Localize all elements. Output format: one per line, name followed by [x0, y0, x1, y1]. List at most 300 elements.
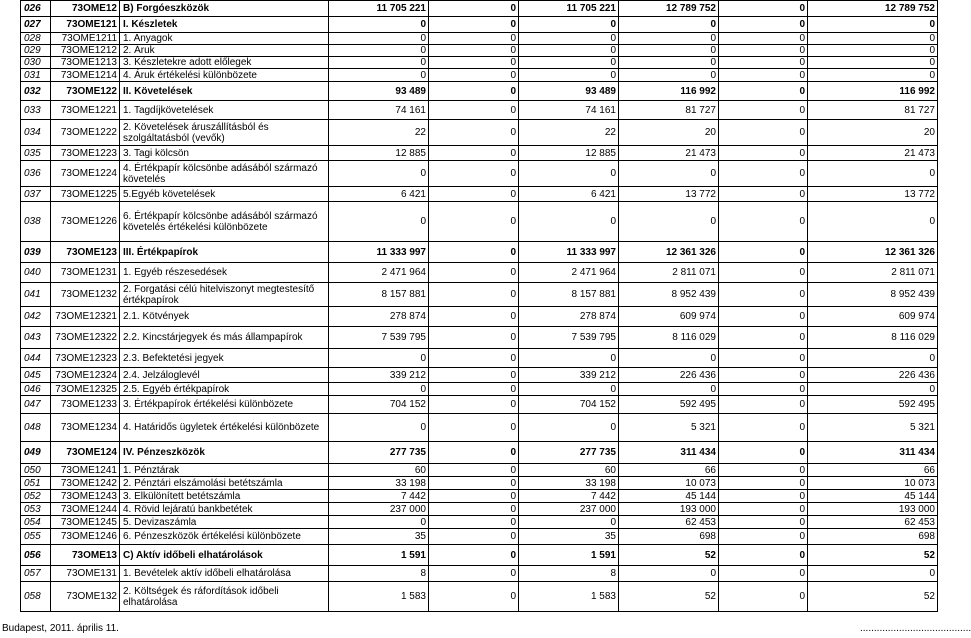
row-code: 73OME1212	[51, 45, 120, 57]
value-col-5: 0	[719, 69, 808, 82]
value-col-1: 0	[329, 383, 429, 396]
row-description: 2.3. Befektetési jegyek	[120, 349, 329, 368]
value-col-2: 0	[429, 82, 519, 101]
row-description: 3. Elkülönített betétszámla	[120, 490, 329, 503]
value-col-3: 0	[519, 57, 619, 69]
value-col-2: 0	[429, 516, 519, 529]
value-col-5: 0	[719, 57, 808, 69]
row-description: 1. Tagdíjkövetelések	[120, 101, 329, 120]
table-row	[21, 202, 938, 242]
row-description: 3. Készletekre adott előlegek	[120, 57, 329, 69]
value-col-1: 0	[329, 414, 429, 442]
row-index: 053	[21, 503, 51, 516]
row-description: 6. Értékpapír kölcsönbe adásából származó követelés értékelési különbözete	[120, 202, 329, 242]
row-code: 73OME12322	[51, 327, 120, 349]
row-description: 6. Pénzeszközök értékelési különbözete	[120, 529, 329, 545]
row-index: 027	[21, 17, 51, 33]
row-code: 73OME1221	[51, 101, 120, 120]
row-code: 73OME13	[51, 545, 120, 566]
value-col-6: 311 434	[808, 442, 938, 464]
value-col-6: 0	[808, 17, 938, 33]
row-description: IV. Pénzeszközök	[120, 442, 329, 464]
row-description: 2. Költségek és ráfordítások időbeli elhatárolása	[120, 582, 329, 612]
value-col-1: 0	[329, 69, 429, 82]
row-index: 058	[21, 582, 51, 612]
row-index: 038	[21, 202, 51, 242]
value-col-1: 0	[329, 349, 429, 368]
value-col-5: 0	[719, 566, 808, 582]
row-index: 055	[21, 529, 51, 545]
value-col-1: 6 421	[329, 187, 429, 202]
table-row	[21, 566, 938, 582]
row-code: 73OME131	[51, 566, 120, 582]
table-row	[21, 383, 938, 396]
value-col-1: 93 489	[329, 82, 429, 101]
value-col-5: 0	[719, 442, 808, 464]
value-col-4: 0	[619, 161, 719, 187]
footer-date: Budapest, 2011. április 11.	[2, 623, 119, 634]
row-index: 047	[21, 396, 51, 414]
row-index: 037	[21, 187, 51, 202]
value-col-2: 0	[429, 490, 519, 503]
value-col-5: 0	[719, 368, 808, 383]
value-col-2: 0	[429, 187, 519, 202]
value-col-3: 0	[519, 45, 619, 57]
value-col-4: 0	[619, 566, 719, 582]
value-col-5: 0	[719, 45, 808, 57]
value-col-6: 21 473	[808, 146, 938, 161]
value-col-4: 52	[619, 582, 719, 612]
value-col-6: 52	[808, 582, 938, 612]
row-description: 2. Pénztári elszámolási betétszámla	[120, 477, 329, 490]
value-col-2: 0	[429, 146, 519, 161]
value-col-1: 8	[329, 566, 429, 582]
row-index: 041	[21, 283, 51, 307]
row-description: II. Követelések	[120, 82, 329, 101]
value-col-6: 193 000	[808, 503, 938, 516]
value-col-3: 7 442	[519, 490, 619, 503]
value-col-6: 45 144	[808, 490, 938, 503]
row-index: 029	[21, 45, 51, 57]
value-col-4: 13 772	[619, 187, 719, 202]
row-code: 73OME12323	[51, 349, 120, 368]
value-col-1: 8 157 881	[329, 283, 429, 307]
value-col-2: 0	[429, 101, 519, 120]
row-code: 73OME1244	[51, 503, 120, 516]
table-row	[21, 396, 938, 414]
row-description: 1. Anyagok	[120, 33, 329, 45]
value-col-4: 45 144	[619, 490, 719, 503]
value-col-1: 1 583	[329, 582, 429, 612]
row-index: 048	[21, 414, 51, 442]
row-code: 73OME1242	[51, 477, 120, 490]
row-code: 73OME1222	[51, 120, 120, 146]
value-col-1: 278 874	[329, 307, 429, 327]
table-row	[21, 57, 938, 69]
row-code: 73OME1226	[51, 202, 120, 242]
value-col-6: 0	[808, 566, 938, 582]
row-index: 030	[21, 57, 51, 69]
row-description: 4. Határidős ügyletek értékelési különbözete	[120, 414, 329, 442]
value-col-5: 0	[719, 503, 808, 516]
value-col-5: 0	[719, 101, 808, 120]
value-col-2: 0	[429, 57, 519, 69]
row-description: 2.5. Egyéb értékpapírok	[120, 383, 329, 396]
value-col-6: 13 772	[808, 187, 938, 202]
table-row	[21, 17, 938, 33]
value-col-3: 0	[519, 202, 619, 242]
value-col-2: 0	[429, 33, 519, 45]
value-col-6: 592 495	[808, 396, 938, 414]
value-col-6: 0	[808, 57, 938, 69]
row-index: 039	[21, 242, 51, 263]
table-row	[21, 33, 938, 45]
value-col-4: 0	[619, 57, 719, 69]
value-col-1: 12 885	[329, 146, 429, 161]
row-code: 73OME123	[51, 242, 120, 263]
table-row	[21, 187, 938, 202]
value-col-3: 6 421	[519, 187, 619, 202]
value-col-4: 698	[619, 529, 719, 545]
value-col-3: 33 198	[519, 477, 619, 490]
value-col-2: 0	[429, 582, 519, 612]
value-col-6: 12 789 752	[808, 1, 938, 17]
value-col-3: 277 735	[519, 442, 619, 464]
value-col-5: 0	[719, 1, 808, 17]
table-row	[21, 242, 938, 263]
row-description: 2.1. Kötvények	[120, 307, 329, 327]
row-code: 73OME12	[51, 1, 120, 17]
value-col-6: 5 321	[808, 414, 938, 442]
value-col-3: 12 885	[519, 146, 619, 161]
value-col-2: 0	[429, 545, 519, 566]
row-index: 051	[21, 477, 51, 490]
row-index: 040	[21, 263, 51, 283]
value-col-5: 0	[719, 33, 808, 45]
value-col-6: 116 992	[808, 82, 938, 101]
row-description: 4. Értékpapír kölcsönbe adásából származó követelés	[120, 161, 329, 187]
value-col-1: 0	[329, 516, 429, 529]
value-col-3: 1 583	[519, 582, 619, 612]
value-col-2: 0	[429, 45, 519, 57]
value-col-5: 0	[719, 464, 808, 477]
value-col-6: 0	[808, 69, 938, 82]
value-col-4: 0	[619, 202, 719, 242]
value-col-1: 11 333 997	[329, 242, 429, 263]
value-col-2: 0	[429, 414, 519, 442]
value-col-2: 0	[429, 161, 519, 187]
row-index: 026	[21, 1, 51, 17]
value-col-3: 0	[519, 69, 619, 82]
value-col-6: 2 811 071	[808, 263, 938, 283]
row-description: B) Forgóeszközök	[120, 1, 329, 17]
value-col-2: 0	[429, 120, 519, 146]
table-row	[21, 263, 938, 283]
value-col-2: 0	[429, 396, 519, 414]
value-col-1: 277 735	[329, 442, 429, 464]
value-col-5: 0	[719, 202, 808, 242]
balance-sheet-table	[20, 0, 938, 612]
row-code: 73OME124	[51, 442, 120, 464]
row-description: 3. Tagi kölcsön	[120, 146, 329, 161]
row-code: 73OME1223	[51, 146, 120, 161]
value-col-4: 116 992	[619, 82, 719, 101]
table-row	[21, 327, 938, 349]
table-row	[21, 516, 938, 529]
value-col-3: 704 152	[519, 396, 619, 414]
value-col-1: 0	[329, 17, 429, 33]
table-row	[21, 529, 938, 545]
value-col-5: 0	[719, 582, 808, 612]
value-col-3: 8	[519, 566, 619, 582]
row-description: I. Készletek	[120, 17, 329, 33]
value-col-1: 60	[329, 464, 429, 477]
row-index: 043	[21, 327, 51, 349]
row-code: 73OME1233	[51, 396, 120, 414]
row-index: 054	[21, 516, 51, 529]
value-col-5: 0	[719, 396, 808, 414]
row-code: 73OME1241	[51, 464, 120, 477]
row-description: 4. Rövid lejáratú bankbetétek	[120, 503, 329, 516]
value-col-4: 0	[619, 349, 719, 368]
value-col-4: 21 473	[619, 146, 719, 161]
value-col-4: 81 727	[619, 101, 719, 120]
value-col-3: 237 000	[519, 503, 619, 516]
row-code: 73OME1246	[51, 529, 120, 545]
value-col-5: 0	[719, 490, 808, 503]
value-col-5: 0	[719, 242, 808, 263]
table-row	[21, 307, 938, 327]
value-col-4: 8 116 029	[619, 327, 719, 349]
value-col-3: 11 705 221	[519, 1, 619, 17]
value-col-6: 0	[808, 45, 938, 57]
value-col-1: 0	[329, 45, 429, 57]
footer-signature-line: ........................................	[860, 623, 971, 634]
row-description: 4. Áruk értékelési különbözete	[120, 69, 329, 82]
value-col-2: 0	[429, 349, 519, 368]
value-col-6: 66	[808, 464, 938, 477]
value-col-3: 0	[519, 414, 619, 442]
value-col-2: 0	[429, 566, 519, 582]
value-col-6: 0	[808, 33, 938, 45]
table-row	[21, 490, 938, 503]
value-col-5: 0	[719, 307, 808, 327]
row-index: 035	[21, 146, 51, 161]
value-col-3: 8 157 881	[519, 283, 619, 307]
value-col-2: 0	[429, 17, 519, 33]
value-col-3: 339 212	[519, 368, 619, 383]
row-index: 031	[21, 69, 51, 82]
value-col-1: 237 000	[329, 503, 429, 516]
value-col-5: 0	[719, 516, 808, 529]
value-col-6: 62 453	[808, 516, 938, 529]
value-col-3: 278 874	[519, 307, 619, 327]
value-col-3: 35	[519, 529, 619, 545]
row-description: 2. Forgatási célú hitelviszonyt megtestesítő értékpapírok	[120, 283, 329, 307]
value-col-4: 0	[619, 17, 719, 33]
value-col-6: 0	[808, 161, 938, 187]
value-col-4: 0	[619, 45, 719, 57]
value-col-4: 52	[619, 545, 719, 566]
row-index: 056	[21, 545, 51, 566]
value-col-5: 0	[719, 161, 808, 187]
value-col-3: 2 471 964	[519, 263, 619, 283]
value-col-4: 12 789 752	[619, 1, 719, 17]
value-col-6: 8 116 029	[808, 327, 938, 349]
value-col-2: 0	[429, 1, 519, 17]
value-col-6: 0	[808, 349, 938, 368]
value-col-3: 11 333 997	[519, 242, 619, 263]
row-description: III. Értékpapírok	[120, 242, 329, 263]
row-index: 028	[21, 33, 51, 45]
row-index: 050	[21, 464, 51, 477]
value-col-5: 0	[719, 529, 808, 545]
row-index: 057	[21, 566, 51, 582]
value-col-1: 0	[329, 202, 429, 242]
value-col-3: 74 161	[519, 101, 619, 120]
row-description: 2. Áruk	[120, 45, 329, 57]
row-description: 2. Követelések áruszállításból és szolgáltatásból (vevők)	[120, 120, 329, 146]
value-col-4: 66	[619, 464, 719, 477]
row-index: 045	[21, 368, 51, 383]
value-col-4: 311 434	[619, 442, 719, 464]
value-col-6: 10 073	[808, 477, 938, 490]
row-code: 73OME1232	[51, 283, 120, 307]
table-row	[21, 161, 938, 187]
value-col-1: 704 152	[329, 396, 429, 414]
value-col-5: 0	[719, 383, 808, 396]
value-col-2: 0	[429, 69, 519, 82]
value-col-5: 0	[719, 414, 808, 442]
value-col-2: 0	[429, 477, 519, 490]
value-col-6: 0	[808, 202, 938, 242]
value-col-5: 0	[719, 82, 808, 101]
row-index: 046	[21, 383, 51, 396]
value-col-2: 0	[429, 442, 519, 464]
value-col-3: 0	[519, 383, 619, 396]
row-code: 73OME12321	[51, 307, 120, 327]
value-col-3: 60	[519, 464, 619, 477]
value-col-1: 0	[329, 57, 429, 69]
row-index: 044	[21, 349, 51, 368]
value-col-2: 0	[429, 307, 519, 327]
row-index: 042	[21, 307, 51, 327]
table-body	[21, 1, 938, 612]
value-col-1: 22	[329, 120, 429, 146]
row-code: 73OME1231	[51, 263, 120, 283]
value-col-1: 2 471 964	[329, 263, 429, 283]
value-col-4: 226 436	[619, 368, 719, 383]
value-col-1: 33 198	[329, 477, 429, 490]
row-description: 2.2. Kincstárjegyek és más állampapírok	[120, 327, 329, 349]
value-col-1: 1 591	[329, 545, 429, 566]
value-col-4: 0	[619, 383, 719, 396]
row-code: 73OME12325	[51, 383, 120, 396]
value-col-5: 0	[719, 477, 808, 490]
row-description: C) Aktív időbeli elhatárolások	[120, 545, 329, 566]
value-col-5: 0	[719, 545, 808, 566]
value-col-4: 20	[619, 120, 719, 146]
row-description: 1. Egyéb részesedések	[120, 263, 329, 283]
value-col-2: 0	[429, 368, 519, 383]
value-col-6: 12 361 326	[808, 242, 938, 263]
value-col-2: 0	[429, 202, 519, 242]
value-col-2: 0	[429, 283, 519, 307]
value-col-5: 0	[719, 17, 808, 33]
value-col-3: 93 489	[519, 82, 619, 101]
value-col-4: 62 453	[619, 516, 719, 529]
value-col-5: 0	[719, 146, 808, 161]
value-col-4: 8 952 439	[619, 283, 719, 307]
table-row	[21, 582, 938, 612]
table-row	[21, 368, 938, 383]
value-col-3: 22	[519, 120, 619, 146]
value-col-5: 0	[719, 349, 808, 368]
table-row	[21, 414, 938, 442]
value-col-4: 5 321	[619, 414, 719, 442]
value-col-1: 74 161	[329, 101, 429, 120]
row-code: 73OME132	[51, 582, 120, 612]
value-col-1: 0	[329, 161, 429, 187]
row-description: 5.Egyéb követelések	[120, 187, 329, 202]
table-row	[21, 464, 938, 477]
value-col-6: 609 974	[808, 307, 938, 327]
value-col-4: 12 361 326	[619, 242, 719, 263]
row-code: 73OME12324	[51, 368, 120, 383]
value-col-4: 0	[619, 69, 719, 82]
row-description: 5. Devizaszámla	[120, 516, 329, 529]
table-row	[21, 349, 938, 368]
row-code: 73OME122	[51, 82, 120, 101]
table-row	[21, 101, 938, 120]
row-description: 2.4. Jelzáloglevél	[120, 368, 329, 383]
value-col-6: 0	[808, 383, 938, 396]
value-col-3: 7 539 795	[519, 327, 619, 349]
row-description: 1. Bevételek aktív időbeli elhatárolása	[120, 566, 329, 582]
table-row	[21, 442, 938, 464]
table-row	[21, 1, 938, 17]
table-row	[21, 283, 938, 307]
value-col-2: 0	[429, 529, 519, 545]
value-col-2: 0	[429, 383, 519, 396]
table-row	[21, 45, 938, 57]
value-col-3: 0	[519, 17, 619, 33]
table-row	[21, 120, 938, 146]
row-index: 033	[21, 101, 51, 120]
value-col-3: 0	[519, 516, 619, 529]
value-col-2: 0	[429, 263, 519, 283]
value-col-1: 11 705 221	[329, 1, 429, 17]
value-col-1: 35	[329, 529, 429, 545]
value-col-1: 339 212	[329, 368, 429, 383]
row-index: 052	[21, 490, 51, 503]
row-code: 73OME1225	[51, 187, 120, 202]
table-row	[21, 477, 938, 490]
row-code: 73OME1245	[51, 516, 120, 529]
value-col-3: 0	[519, 33, 619, 45]
value-col-3: 0	[519, 161, 619, 187]
value-col-6: 81 727	[808, 101, 938, 120]
value-col-6: 52	[808, 545, 938, 566]
value-col-2: 0	[429, 242, 519, 263]
row-code: 73OME121	[51, 17, 120, 33]
value-col-3: 0	[519, 349, 619, 368]
row-index: 049	[21, 442, 51, 464]
row-code: 73OME1213	[51, 57, 120, 69]
value-col-1: 7 442	[329, 490, 429, 503]
value-col-5: 0	[719, 120, 808, 146]
row-code: 73OME1224	[51, 161, 120, 187]
